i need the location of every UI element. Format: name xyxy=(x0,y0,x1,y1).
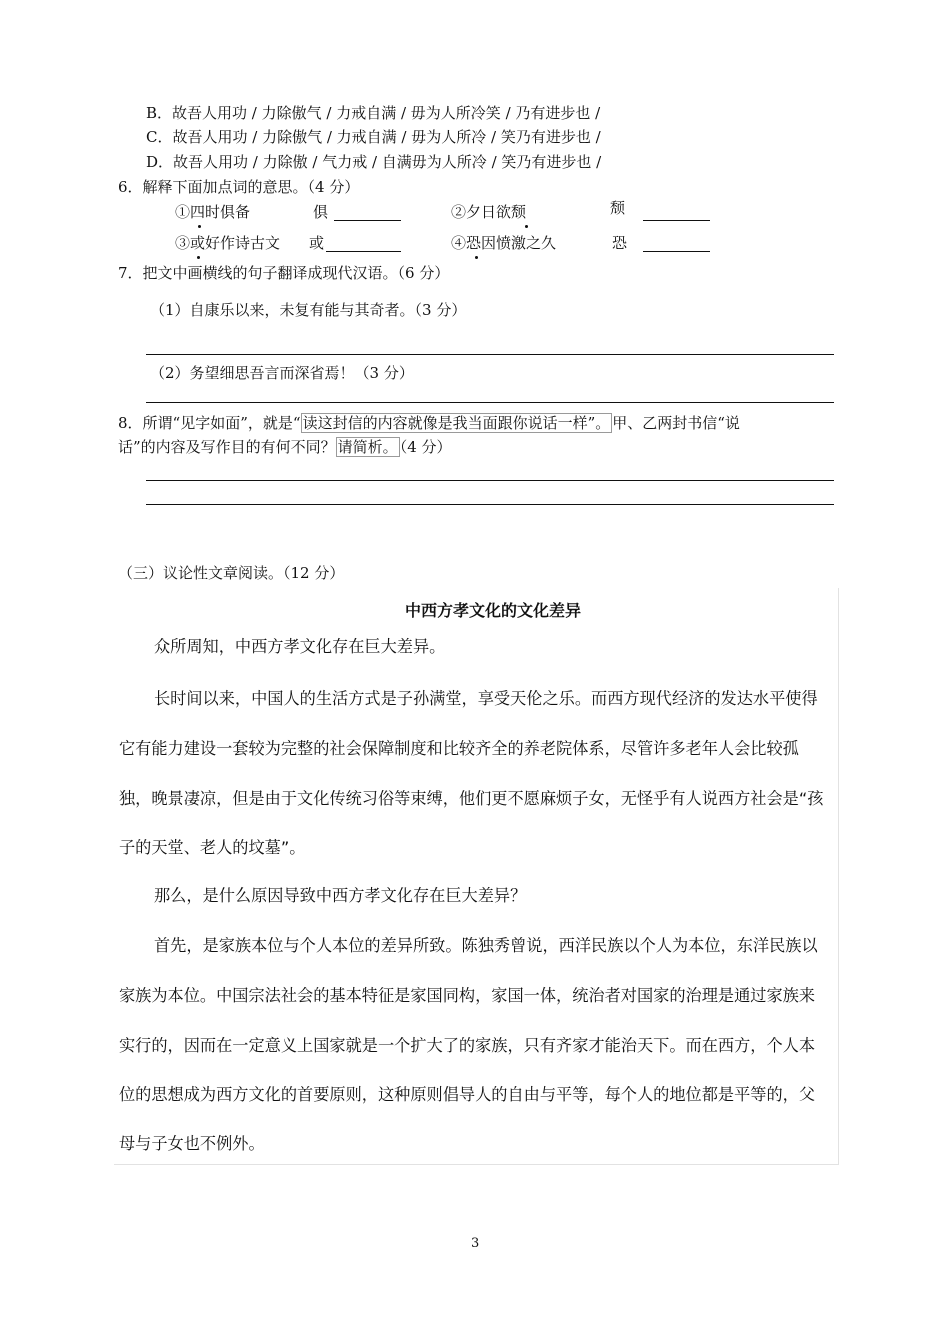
q6-item-1-label: ①四时俱备 xyxy=(175,203,251,221)
q8-line-1-text: 8．所谓“见字如面”，就是“ xyxy=(118,414,301,432)
article-paragraph-3: 那么，是什么原因导致中西方孝文化存在巨大差异？ xyxy=(154,886,527,905)
q6-item-4-blank[interactable] xyxy=(643,251,710,252)
paragraph-4-line: 首先，是家族本位与个人本位的差异所致。陈独秀曾说，西洋民族以个人为本位，东洋民族以 xyxy=(154,936,818,955)
option-c: C．故吾人用功 / 力除傲气 / 力戒自满 / 毋为人所冷 / 笑乃有进步也 / xyxy=(146,128,601,146)
q6-item-2-blank[interactable] xyxy=(643,220,710,221)
paragraph-4-line: 母与子女也不例外。 xyxy=(119,1134,265,1153)
option-d: D．故吾人用功 / 力除傲 / 气力戒 / 自满毋为人所冷 / 笑乃有进步也 / xyxy=(146,153,602,171)
q8-line-2-tail: （4 分） xyxy=(399,438,452,456)
q8-highlight-quote: 读这封信的内容就像是我当面跟你说话一样”。 xyxy=(302,414,611,432)
page-number: 3 xyxy=(471,1236,480,1251)
q8-answer-line-1[interactable] xyxy=(146,480,834,481)
option-b: B．故吾人用功 / 力除傲气 / 力戒自满 / 毋为人所冷笑 / 乃有进步也 / xyxy=(146,104,601,122)
paragraph-2-line: 长时间以来，中国人的生活方式是子孙满堂，享受天伦之乐。而西方现代经济的发达水平使得 xyxy=(154,689,818,708)
q7-answer-line-1[interactable] xyxy=(146,354,834,355)
q6-item-1-word: 俱 xyxy=(313,203,329,221)
q7-sub-2: （2）务望细思吾言而深省焉！（3 分） xyxy=(150,364,414,382)
paragraph-2-line: 独，晚景凄凉，但是由于文化传统习俗等束缚，他们更不愿麻烦子女，无怪乎有人说西方社会是“孩 xyxy=(119,789,824,808)
q6-item-2-label: ②夕日欲颓 xyxy=(451,203,527,221)
q7-answer-line-2[interactable] xyxy=(146,402,834,403)
article-paragraph-1: 众所周知，中西方孝文化存在巨大差异。 xyxy=(154,637,446,656)
section-3-header: （三）议论性文章阅读。（12 分） xyxy=(118,564,345,582)
q8-line-1 xyxy=(118,411,740,435)
paragraph-2-line: 子的天堂、老人的坟墓”。 xyxy=(119,838,306,857)
emphasis-dot xyxy=(525,225,528,228)
q6-item-1-blank[interactable] xyxy=(334,220,401,221)
q6-item-4-label: ④恐因愤激之久 xyxy=(451,234,557,252)
q6-item-2-word: 颓 xyxy=(610,199,626,217)
q8-line-2 xyxy=(118,435,452,459)
q6-item-3-label: ③或好作诗古文 xyxy=(175,234,281,252)
q6-item-3-blank[interactable] xyxy=(326,251,401,252)
emphasis-dot xyxy=(475,256,478,259)
q8-line-1-tail: 甲、乙两封书信“说 xyxy=(612,414,740,432)
q8-highlight-instruction: 请简析。 xyxy=(337,438,398,456)
q8-line-2-text: 话”的内容及写作目的有何不同？ xyxy=(118,438,336,456)
paragraph-2-line: 它有能力建设一套较为完整的社会保障制度和比较齐全的养老院体系，尽管许多老年人会比较孤 xyxy=(119,739,799,758)
paragraph-4-line: 家族为本位。中国宗法社会的基本特征是家国同构，家国一体，统治者对国家的治理是通过家族来 xyxy=(119,986,816,1005)
q6-item-3-word: 或 xyxy=(309,234,325,252)
article-title: 中西方孝文化的文化差异 xyxy=(405,601,582,620)
emphasis-dot xyxy=(197,256,200,259)
q8-answer-line-2[interactable] xyxy=(146,504,834,505)
q6-stem: 6．解释下面加点词的意思。（4 分） xyxy=(118,178,360,196)
q7-sub-1: （1）自康乐以来，未复有能与其奇者。（3 分） xyxy=(150,301,467,319)
q7-stem: 7．把文中画横线的句子翻译成现代汉语。（6 分） xyxy=(118,264,450,282)
paragraph-4-line: 实行的，因而在一定意义上国家就是一个扩大了的家族，只有齐家才能治天下。而在西方，个人本 xyxy=(119,1036,816,1055)
article-frame xyxy=(114,588,839,1165)
emphasis-dot xyxy=(198,225,201,228)
paragraph-4-line: 位的思想成为西方文化的首要原则，这种原则倡导人的自由与平等，每个人的地位都是平等的，父 xyxy=(119,1085,816,1104)
q6-item-4-word: 恐 xyxy=(612,234,628,252)
